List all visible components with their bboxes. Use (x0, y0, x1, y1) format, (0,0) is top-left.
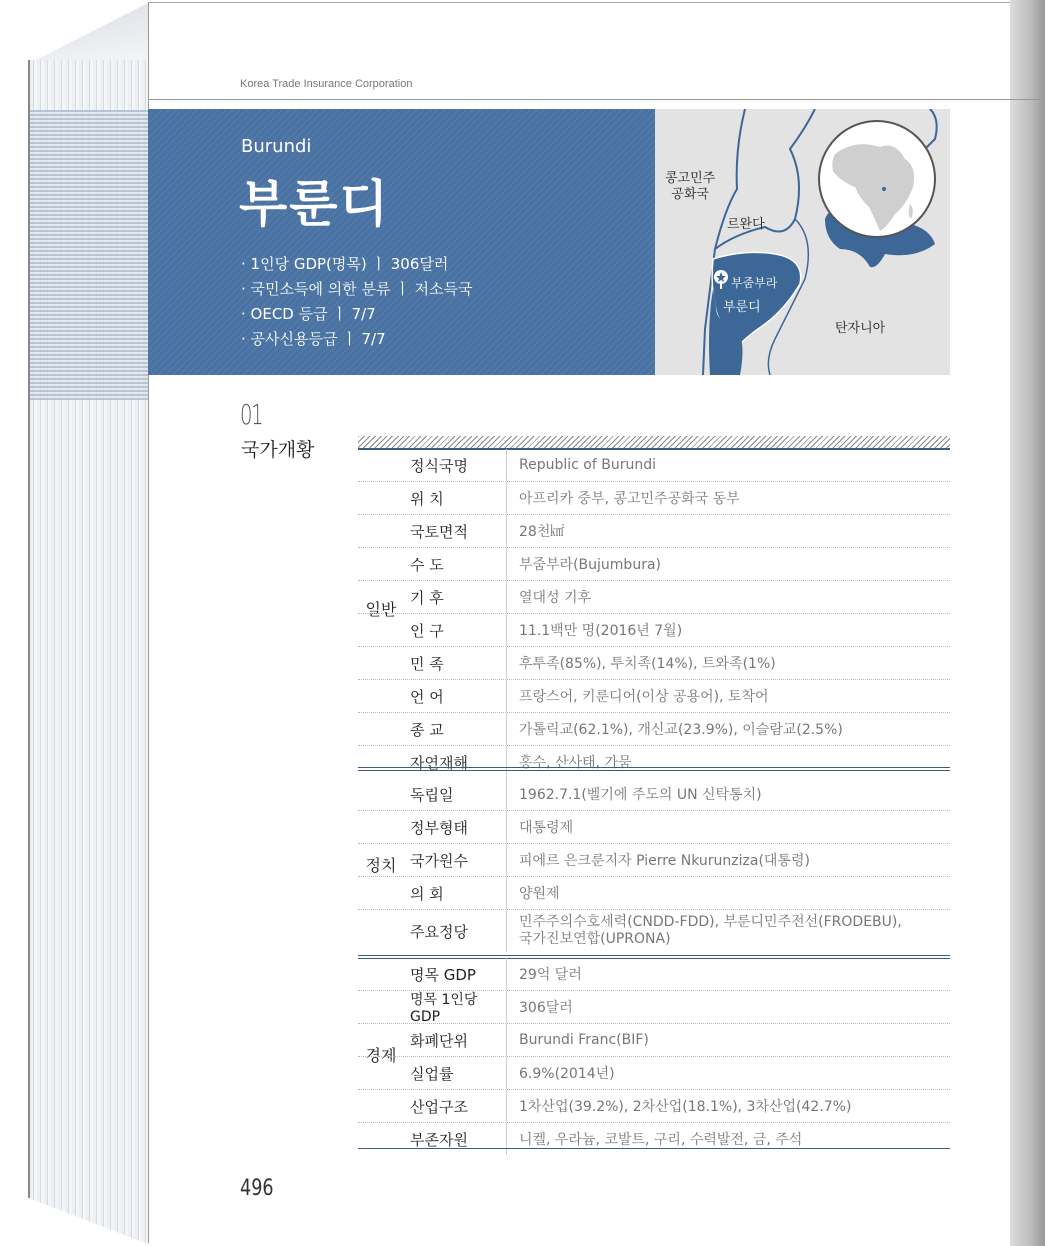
row-key: 국가원수 (410, 844, 507, 876)
row-value: Burundi Franc(BIF) (519, 1032, 649, 1048)
row-value: 29억 달러 (519, 967, 582, 983)
row-key: 화폐단위 (410, 1024, 507, 1056)
table-row (358, 548, 950, 581)
row-value: 홍수, 산사태, 가뭄 (519, 755, 632, 771)
row-key: 수 도 (410, 548, 507, 580)
row-value: 대통령제 (519, 820, 574, 836)
key-facts-list (241, 252, 472, 352)
row-key: 자연재해 (410, 746, 507, 778)
country-name-en: Burundi (241, 136, 312, 157)
table-row (358, 614, 950, 647)
row-key: 의 회 (410, 877, 507, 909)
row-key: 종 교 (410, 713, 507, 745)
row-key: 산업구조 (410, 1090, 507, 1122)
table-row (358, 811, 950, 844)
row-key: 정부형태 (410, 811, 507, 843)
group-category: 정치 (365, 855, 397, 875)
table-row (358, 680, 950, 713)
row-value: 피에르 은크룬지자 Pierre Nkurunziza(대통령) (519, 853, 810, 869)
table-row (358, 877, 950, 910)
row-value: 11.1백만 명(2016년 7월) (519, 623, 683, 639)
overview-group-politics (358, 778, 950, 952)
country-name-ko: 부룬디 (239, 175, 390, 233)
row-value: 열대성 기후 (519, 590, 592, 606)
book-top-edge (28, 2, 150, 64)
row-value: 1962.7.1(벨기에 주도의 UN 신탁통치) (519, 787, 762, 803)
table-row (358, 844, 950, 877)
page-number: 496 (240, 1176, 274, 1201)
map-label-rwanda: 르완다 (727, 217, 765, 232)
country-map (655, 109, 950, 375)
map-label-burundi: 부룬디 (723, 300, 761, 315)
row-value: 민주주의수호세력(CNDD-FDD), 부룬디민주전선(FRODEBU), 국가진보연합(UPRONA) (519, 914, 902, 947)
table-row (358, 482, 950, 515)
row-value: 니켈, 우라늄, 코발트, 구리, 수력발전, 금, 주석 (519, 1132, 803, 1148)
row-value: 프랑스어, 키룬디어(이상 공용어), 토착어 (519, 689, 769, 705)
group-category: 경제 (365, 1045, 397, 1065)
row-value: 1차산업(39.2%), 2차산업(18.1%), 3차산업(42.7%) (519, 1099, 852, 1115)
running-head: Korea Trade Insurance Corporation (240, 78, 413, 90)
table-row (358, 449, 950, 482)
row-key: 명목 GDP (410, 958, 507, 990)
country-banner (148, 109, 655, 375)
table-bottom-rule (358, 1148, 950, 1149)
page-shadow (1010, 0, 1045, 1246)
row-value: 6.9%(2014년) (519, 1066, 615, 1082)
table-row (358, 991, 950, 1024)
row-value: 후투족(85%), 투치족(14%), 트와족(1%) (519, 656, 776, 672)
row-value: 양원제 (519, 886, 560, 902)
row-key: 위 치 (410, 482, 507, 514)
map-graphic (655, 109, 950, 375)
row-key: 실업률 (410, 1057, 507, 1089)
table-row (358, 910, 950, 952)
section-number: 01 (240, 398, 263, 431)
header-rule (148, 99, 1045, 100)
row-key: 명목 1인당 GDP (410, 991, 507, 1023)
fact-item: · 공사신용등급 ㅣ 7/7 (241, 330, 386, 348)
table-row (358, 713, 950, 746)
table-row (358, 778, 950, 811)
table-row (358, 515, 950, 548)
map-label-drc: 콩고민주 공화국 (665, 171, 716, 202)
row-value: 가톨릭교(62.1%), 개신교(23.9%), 이슬람교(2.5%) (519, 722, 843, 738)
row-key: 주요정당 (410, 910, 507, 952)
row-value: Republic of Burundi (519, 457, 656, 473)
table-top-hatch (358, 436, 950, 450)
row-key: 기 후 (410, 581, 507, 613)
row-key: 국토면적 (410, 515, 507, 547)
row-key: 민 족 (410, 647, 507, 679)
table-row (358, 647, 950, 680)
row-key: 정식국명 (410, 449, 507, 481)
table-row (358, 958, 950, 991)
table-row (358, 1057, 950, 1090)
row-key: 독립일 (410, 778, 507, 810)
book-page-edges (28, 60, 150, 1245)
row-value: 28천㎢ (519, 524, 565, 540)
fact-item: · OECD 등급 ㅣ 7/7 (241, 305, 376, 323)
overview-group-economy (358, 958, 950, 1155)
map-label-tanzania: 탄자니아 (835, 321, 886, 336)
row-key: 부존자원 (410, 1123, 507, 1155)
row-value: 아프리카 중부, 콩고민주공화국 동부 (519, 491, 740, 507)
map-label-capital: 부줌부라 (731, 276, 778, 290)
section-title: 국가개황 (241, 439, 315, 461)
overview-group-general (358, 449, 950, 778)
table-row (358, 746, 950, 778)
table-row (358, 1090, 950, 1123)
row-key: 인 구 (410, 614, 507, 646)
row-key: 언 어 (410, 680, 507, 712)
table-row (358, 581, 950, 614)
table-row (358, 1123, 950, 1155)
fact-item: · 1인당 GDP(명목) ㅣ 306달러 (241, 255, 449, 273)
row-value: 부줌부라(Bujumbura) (519, 557, 661, 573)
group-divider (358, 767, 950, 771)
group-category: 일반 (365, 600, 397, 619)
fact-item: · 국민소득에 의한 분류 ㅣ 저소득국 (241, 280, 473, 298)
row-value: 306달러 (519, 1000, 573, 1016)
table-row (358, 1024, 950, 1057)
